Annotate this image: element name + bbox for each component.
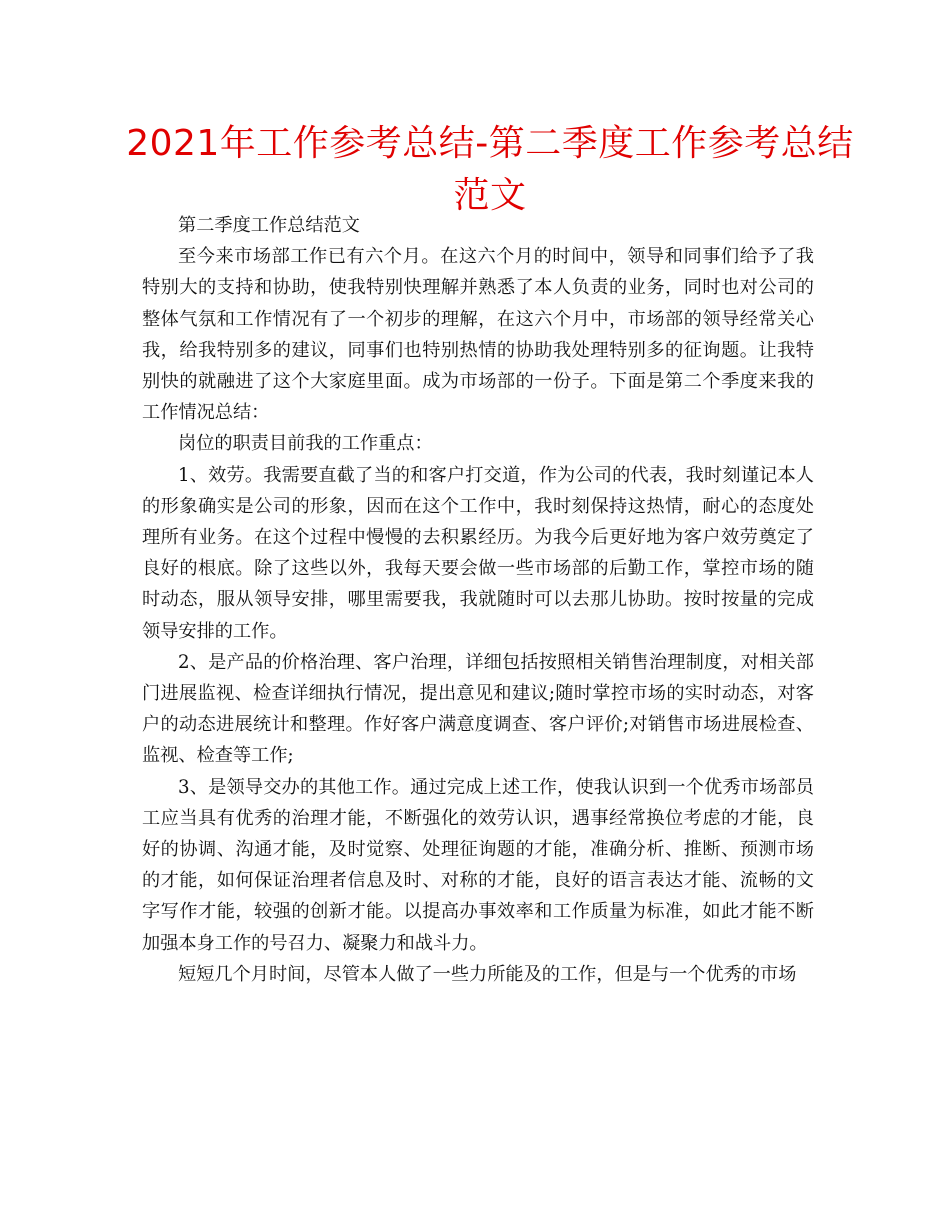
duty-item-2-paragraph: 2、是产品的价格治理、客户治理，详细包括按照相关销售治理制度，对相关部门进展监视、检查详细执行情况，提出意见和建议;随时掌控市场的实时动态，对客户的动态进展统计和整理。作好客户满意度调查、客户评价;对销售市场进展检查、监视、检查等工作; bbox=[142, 651, 814, 767]
document-title: 2021年工作参考总结-第二季度工作参考总结范文 bbox=[126, 123, 854, 216]
closing-paragraph: 短短几个月时间，尽管本人做了一些力所能及的工作，但是与一个优秀的市场 bbox=[178, 963, 797, 985]
subtitle-paragraph: 第二季度工作总结范文 bbox=[178, 215, 360, 236]
intro-paragraph: 至今来市场部工作已有六个月。在这六个月的时间中，领导和同事们给予了我特别大的支持和协助，使我特别快理解并熟悉了本人负责的业务，同时也对公司的整体气氛和工作情况有了一个初步的理解，在这六个月中，市场部的领导经常关心我，给我特别多的建议，同事们也特别热情的协助我处理特别多的征询题。让我特别快的就融进了这个大家庭里面。成为市场部的一份子。下面是第二个季度来我的工作情况总结： bbox=[142, 246, 814, 424]
duty-item-3-paragraph: 3、是领导交办的其他工作。通过完成上述工作，使我认识到一个优秀市场部员工应当具有优秀的治理才能，不断强化的效劳认识，遇事经常换位考虑的才能，良好的协调、沟通才能，及时觉察、处理征询题的才能，准确分析、推断、预测市场的才能，如何保证治理者信息及时、对称的才能，良好的语言表达才能、流畅的文字写作才能，较强的创新才能。以提高办事效率和工作质量为标准，如此才能不断加强本身工作的号召力、凝聚力和战斗力。 bbox=[142, 776, 814, 954]
duty-item-1-paragraph: 1、效劳。我需要直截了当的和客户打交道，作为公司的代表，我时刻谨记本人的形象确实是公司的形象，因而在这个工作中，我时刻保持这热情，耐心的态度处理所有业务。在这个过程中慢慢的去积累经历。为我今后更好地为客户效劳奠定了良好的根底。除了这些以外，我每天要会做一些市场部的后勤工作，掌控市场的随时动态，服从领导安排，哪里需要我，我就随时可以去那儿协助。按时按量的完成领导安排的工作。 bbox=[142, 464, 814, 642]
duties-heading-paragraph: 岗位的职责目前我的工作重点： bbox=[178, 433, 433, 455]
document-body bbox=[142, 210, 814, 990]
